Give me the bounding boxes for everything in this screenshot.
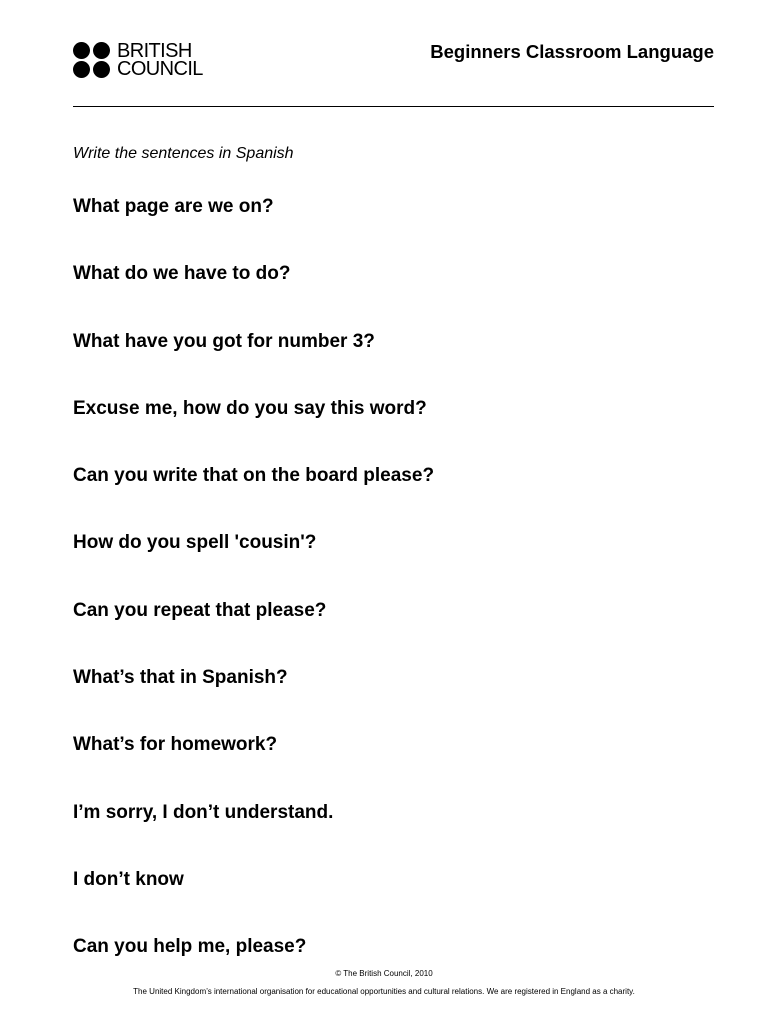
sentence-item: Can you help me, please? bbox=[73, 936, 307, 958]
british-council-logo bbox=[73, 41, 203, 79]
instruction-text: Write the sentences in Spanish bbox=[73, 145, 294, 162]
sentence-item: What’s for homework? bbox=[73, 734, 278, 756]
sentence-item: What have you got for number 3? bbox=[73, 330, 375, 352]
logo-text bbox=[117, 42, 203, 78]
logo-dots-icon bbox=[73, 42, 110, 78]
sentence-item: What page are we on? bbox=[73, 196, 274, 217]
sentence-list bbox=[73, 196, 434, 1004]
header-divider bbox=[73, 106, 714, 107]
sentence-item: How do you spell 'cousin'? bbox=[73, 532, 317, 554]
footer-copyright: © The British Council, 2010 bbox=[335, 969, 433, 978]
sentence-item: What do we have to do? bbox=[73, 263, 291, 285]
logo-line-2: COUNCIL bbox=[117, 58, 203, 80]
sentence-item: Can you repeat that please? bbox=[73, 599, 327, 621]
footer-description: The United Kingdom’s international organisation for educational opportunities and cultural relations. We are registered in England as a charity. bbox=[133, 987, 635, 996]
sentence-item: I’m sorry, I don’t understand. bbox=[73, 801, 334, 823]
sentence-item: Can you write that on the board please? bbox=[73, 465, 435, 487]
logo-line-1: BRITISH bbox=[117, 40, 192, 62]
page-title: Beginners Classroom Language bbox=[430, 41, 714, 62]
sentence-item: What’s that in Spanish? bbox=[73, 667, 288, 689]
sentence-item: I don’t know bbox=[73, 868, 184, 890]
sentence-item: Excuse me, how do you say this word? bbox=[73, 397, 427, 419]
